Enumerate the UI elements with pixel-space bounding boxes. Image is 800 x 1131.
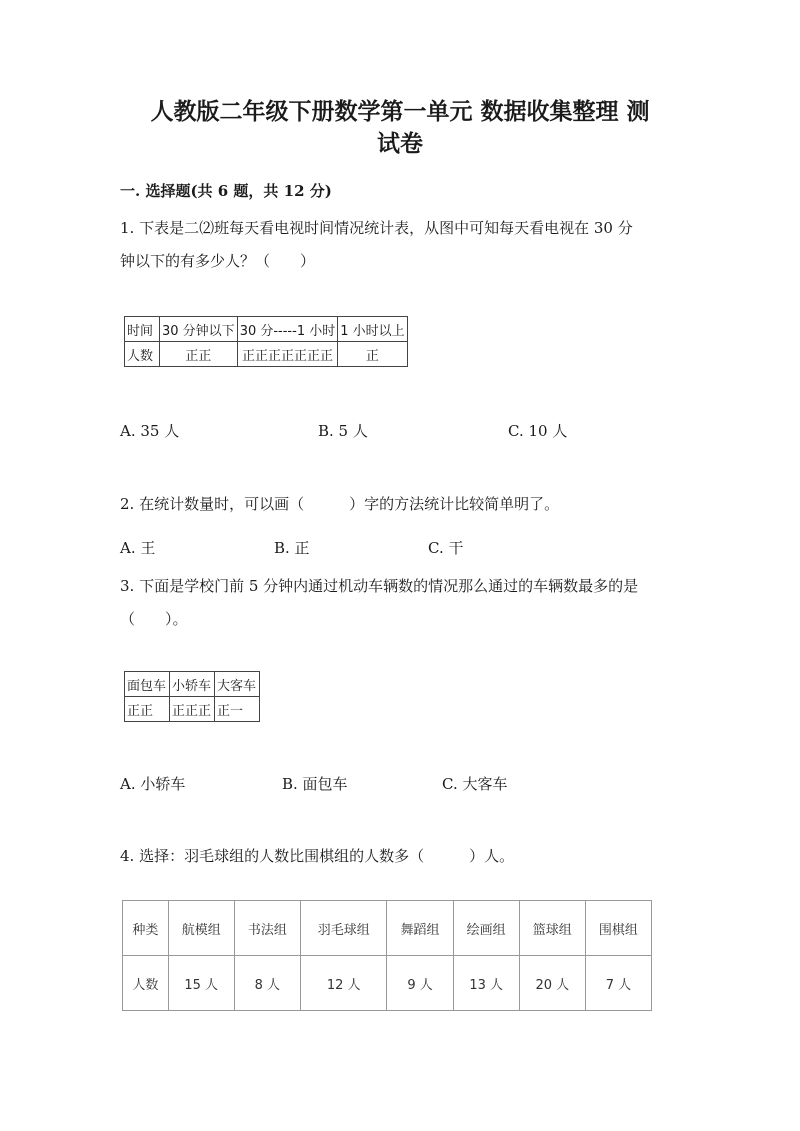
table-cell: 正正正: [170, 697, 215, 722]
question-3: [120, 570, 680, 636]
group-table: [122, 900, 652, 1011]
vehicle-table: [124, 671, 260, 722]
q3-option-c[interactable]: C. 大客车: [442, 775, 508, 793]
table-cell: 时间: [125, 317, 160, 342]
table-cell: 正正正正正正正: [237, 342, 338, 367]
table-cell: 正一: [215, 697, 260, 722]
q1-option-b[interactable]: B. 5 人: [318, 422, 368, 440]
table-row: [125, 672, 260, 697]
table-cell: 9 人: [387, 956, 453, 1011]
q2-option-b[interactable]: B. 正: [274, 539, 310, 557]
table-cell: 舞蹈组: [387, 901, 453, 956]
table-row: [125, 317, 408, 342]
page-title: [120, 96, 680, 160]
title-line-1: 人教版二年级下册数学第一单元 数据收集整理 测: [150, 98, 650, 125]
q3-option-a[interactable]: A. 小轿车: [120, 775, 186, 793]
table-cell: 7 人: [585, 956, 651, 1011]
table-row: [123, 956, 652, 1011]
table-cell: 人数: [125, 342, 160, 367]
section-heading: 一. 选择题(共 6 题，共 12 分): [120, 182, 332, 200]
table-row: [123, 901, 652, 956]
table-cell: 1 小时以上: [338, 317, 407, 342]
table-row: [125, 342, 408, 367]
title-line-2: 试卷: [377, 130, 423, 157]
table-cell: 大客车: [215, 672, 260, 697]
question-3-line-1: 3. 下面是学校门前 5 分钟内通过机动车辆数的情况那么通过的车辆数最多的是: [120, 577, 639, 595]
table-cell: 13 人: [453, 956, 519, 1011]
q1-option-a[interactable]: A. 35 人: [120, 422, 180, 440]
question-3-line-2: （ ）。: [120, 610, 188, 628]
table-cell: 15 人: [168, 956, 234, 1011]
question-1-line-2: 钟以下的有多少人？（ ）: [120, 252, 316, 270]
q1-option-c[interactable]: C. 10 人: [508, 422, 568, 440]
table-row: [125, 697, 260, 722]
table-cell: 正: [338, 342, 407, 367]
question-1: [120, 212, 680, 278]
table-cell: 篮球组: [519, 901, 585, 956]
table-cell: 书法组: [234, 901, 300, 956]
table-cell: 绘画组: [453, 901, 519, 956]
q3-option-b[interactable]: B. 面包车: [282, 775, 348, 793]
question-4: 4. 选择：羽毛球组的人数比围棋组的人数多（ ）人。: [120, 847, 515, 865]
table-cell: 8 人: [234, 956, 300, 1011]
question-2: 2. 在统计数量时，可以画（ ）字的方法统计比较简单明了。: [120, 495, 560, 513]
table-cell: 种类: [123, 901, 169, 956]
table-cell: 羽毛球组: [300, 901, 387, 956]
table-cell: 30 分钟以下: [160, 317, 238, 342]
table-cell: 20 人: [519, 956, 585, 1011]
table-cell: 小轿车: [170, 672, 215, 697]
table-cell: 航模组: [168, 901, 234, 956]
q2-option-c[interactable]: C. 干: [428, 539, 464, 557]
q2-option-a[interactable]: A. 王: [120, 539, 156, 557]
table-cell: 人数: [123, 956, 169, 1011]
question-1-line-1: 1. 下表是二⑵班每天看电视时间情况统计表，从图中可知每天看电视在 30 分: [120, 219, 633, 237]
table-cell: 正正: [125, 697, 170, 722]
tv-time-table: [124, 316, 408, 367]
table-cell: 正正: [160, 342, 238, 367]
table-cell: 30 分-----1 小时: [237, 317, 338, 342]
table-cell: 面包车: [125, 672, 170, 697]
table-cell: 12 人: [300, 956, 387, 1011]
table-cell: 围棋组: [585, 901, 651, 956]
